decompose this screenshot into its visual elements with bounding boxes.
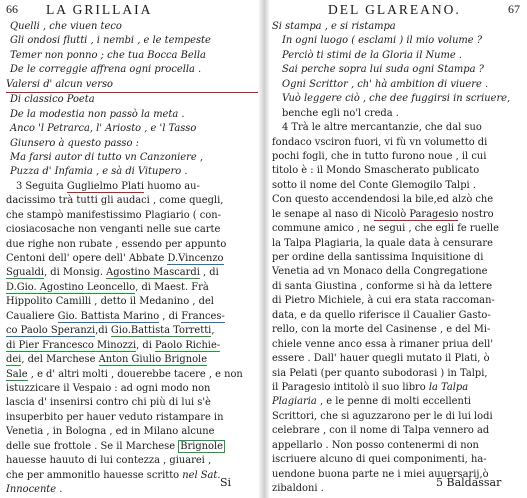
text-segment: lascia d' insenirsi contro chi più di lui s'è — [6, 397, 211, 409]
text-segment: Innocente . — [6, 484, 63, 494]
text-segment: 4 Trà le altre mercantanzie, che dal suo — [282, 122, 482, 134]
text-segment: nostro — [458, 208, 494, 220]
text-segment: Con questo accendendosi la bile,ed alzò che — [272, 194, 494, 206]
right-page-footer — [272, 476, 522, 492]
text-segment: , del Marchese — [21, 354, 99, 366]
text-line — [272, 237, 522, 251]
text-line — [6, 165, 258, 179]
text-line — [6, 353, 258, 367]
text-line — [272, 439, 522, 453]
text-segment: 3 Seguita — [16, 180, 67, 192]
text-segment: In ogni luogo ( esclami ) il mio volume ? — [282, 35, 483, 47]
text-segment: rello, con la morte del Casinense , e del Mi- — [272, 324, 491, 336]
text-segment: la Talpa Plagiaria, la quale data à censurare — [272, 237, 493, 249]
text-segment: nel Sat. — [182, 469, 221, 481]
text-line — [272, 63, 522, 77]
left-page — [6, 2, 258, 494]
text-segment: appellarlo . Non posso contenermi di non — [272, 439, 479, 451]
text-segment: Anco 'l Petrarca, l' Ariosto , e 'l Tasso — [10, 123, 197, 135]
text-segment: hauesse hauuto di lui contezza , giuarei , — [6, 455, 212, 467]
text-segment: Venetia , in Bologna , ed in Milano alcune — [6, 426, 215, 438]
left-catchword: Si — [220, 476, 232, 489]
text-segment: Centoni dell' opere dell' Abbate — [6, 253, 168, 264]
text-segment: Perciò ti stimi de la Gloria il Nume . — [282, 49, 462, 61]
text-segment: Giunsero à questo passo : — [10, 137, 139, 149]
text-segment: De le correggie affrena ogni procella . — [10, 64, 202, 76]
text-line — [272, 179, 522, 193]
text-segment: di santa Giustina , conforme si hà da lettere — [272, 280, 493, 292]
underlined-name: Agostino Mascardi — [106, 267, 200, 279]
text-line — [272, 150, 522, 164]
text-line — [272, 352, 522, 366]
text-segment: Gli ondosi flutti , i nembi , e le tempeste — [10, 35, 211, 47]
text-segment: la Talpa — [428, 381, 469, 393]
text-segment: sotto il nome del Conte Glemogilo Talpi . — [272, 179, 476, 191]
text-segment: , — [211, 325, 215, 337]
right-catchword: 5 Baldassar — [436, 476, 502, 489]
text-line — [272, 338, 522, 352]
right-page-body — [272, 20, 522, 494]
text-segment: celebrare , con il nome di Talpa vennero ad — [272, 425, 490, 437]
text-segment: iscriuere alcuno di quei componimenti, ha- — [272, 454, 487, 466]
text-line — [272, 424, 522, 438]
underlined-name: D.Gio. Agostino Leoncello — [6, 281, 136, 293]
boxed-name: Brignole — [180, 440, 223, 452]
underlined-name: Sale — [6, 368, 28, 380]
text-segment: istuzzicare il Vespaio : ad ogni modo non — [6, 382, 211, 394]
text-segment: , e d' altri molti , douerebbe tacere , e non — [27, 368, 243, 380]
text-line — [272, 381, 522, 395]
text-line — [6, 281, 258, 295]
text-line — [6, 63, 258, 77]
text-line — [6, 93, 258, 107]
text-line — [6, 238, 258, 252]
text-segment: che stampò manifestissimo Plagiario ( con- — [6, 209, 221, 221]
text-segment: insuperbito per hauer veduto ristampare in — [6, 411, 224, 423]
text-line — [6, 425, 258, 439]
text-line — [272, 20, 522, 34]
text-line — [6, 137, 258, 151]
text-line — [272, 193, 522, 207]
text-segment: Ma farsi autor di tutto vn Canzoniere , — [10, 151, 203, 163]
text-segment: dacissimo trà tutti gli audaci , come quegli, — [6, 195, 224, 207]
text-line — [272, 280, 522, 294]
text-segment: Caualiere — [6, 310, 58, 322]
text-line — [6, 252, 258, 266]
text-line — [272, 309, 522, 323]
left-page-footer — [6, 476, 258, 492]
text-line — [6, 194, 258, 208]
text-segment: Plagiaria — [272, 396, 317, 408]
text-segment: Temer non ponno ; che tua Bocca Bella — [10, 49, 206, 61]
underlined-name: Nicolò Paragesio — [373, 208, 459, 220]
text-segment: Si stampa , e si ristampa — [272, 21, 396, 32]
text-segment: data, e da quello riferisce il Caualier Gasto- — [272, 309, 491, 321]
right-running-head: DEL GLAREANO. — [328, 2, 461, 17]
text-line — [6, 180, 258, 194]
underlined-name: Gio.Battista Torretti — [110, 325, 212, 337]
text-line — [272, 265, 522, 279]
underlined-name: Frances- — [181, 310, 225, 322]
text-segment: ,di — [95, 325, 111, 337]
text-line — [6, 324, 258, 338]
underlined-name: co Paolo Speranzi — [6, 325, 96, 337]
text-line — [272, 395, 522, 409]
left-running-head: LA GRILLAIA — [46, 2, 153, 17]
text-line — [6, 295, 258, 309]
text-segment: essere . Dall' hauer quegli mutato il Plati, ò — [272, 353, 490, 365]
text-segment: benche egli no'l creda . — [282, 107, 399, 119]
text-line — [6, 396, 258, 410]
text-segment: , di Maest. Frà — [135, 281, 209, 293]
text-line — [6, 339, 258, 353]
text-line — [6, 310, 258, 324]
text-line — [6, 34, 258, 48]
text-segment: Venetia ad vn Monaco della Congregatione — [272, 266, 488, 278]
text-line — [272, 251, 522, 265]
text-segment: pochi fogli, che in tutto furono noue , il cui — [272, 150, 487, 162]
text-line — [6, 49, 258, 63]
text-line — [272, 453, 522, 467]
underlined-name: Sgualdi — [6, 267, 44, 279]
text-line — [272, 410, 522, 424]
underlined-name: Gio. Battista Marino — [57, 310, 160, 322]
text-segment: huomo au- — [144, 180, 200, 192]
text-line — [6, 209, 258, 223]
text-segment: il Paragesio intitolò il suo libro — [272, 381, 429, 393]
text-segment: fondaco vsciron fuori, vi fù vn volumetto di — [272, 136, 488, 148]
text-segment: Ogni Scrittor , ch' hà ambition di viuere . — [282, 78, 489, 90]
text-line — [272, 222, 522, 236]
text-line — [6, 20, 258, 34]
text-line — [272, 208, 522, 222]
text-segment: Puzza d' Infamia , e sà di Vitupero . — [10, 166, 188, 178]
text-line — [6, 411, 258, 425]
text-segment: Vuò leggere ciò , che dee fuggirsi in scriuere, — [282, 93, 511, 105]
text-segment: per ordine della santissima Inquisitione di — [272, 252, 484, 263]
text-line — [6, 382, 258, 396]
text-segment: Quelli , che viuen teco — [10, 21, 122, 32]
text-line — [272, 34, 522, 48]
text-segment: delle sue frottole . Se il Marchese — [6, 440, 179, 452]
text-line — [272, 323, 522, 337]
text-segment: ciosiacosache non venganti nelle sue carte — [6, 224, 221, 236]
text-segment: titolo è : il Mondo Smascherato publicato — [272, 165, 480, 177]
text-segment: , di — [159, 310, 182, 322]
text-line — [6, 440, 258, 454]
text-segment: uendone buona parte ne i miei auuersarij,ò — [272, 468, 489, 480]
text-segment: Di classico Poeta — [10, 94, 95, 106]
text-line — [6, 266, 258, 280]
left-page-number: 66 — [6, 2, 18, 16]
text-segment: due righe non rubate , essendo per appunto — [6, 238, 227, 250]
underlined-name: dei — [6, 354, 22, 366]
text-line — [272, 367, 522, 381]
text-segment: Hippolito Camilli , detto il Medanino , del — [6, 296, 214, 308]
text-segment: De la modestia non passò la meta . — [10, 108, 185, 120]
text-line — [272, 107, 522, 121]
underlined-name: Guglielmo Plati — [66, 180, 145, 192]
text-line — [6, 78, 258, 93]
text-segment: le senape al naso di — [272, 208, 374, 220]
underlined-name: di Pier Francesco Minozzi — [6, 339, 137, 351]
text-line — [272, 49, 522, 63]
text-segment: sia Pelati (per quanto subodorasi ) in Talpi, — [272, 367, 488, 379]
text-line — [6, 108, 258, 122]
book-gutter — [258, 0, 270, 498]
underlined-name: Anton Giulio Brignole — [98, 354, 208, 366]
text-segment: , di — [136, 339, 156, 351]
text-segment: zibaldoni . — [272, 483, 324, 494]
text-line — [6, 454, 258, 468]
text-segment: di Pietro Michiele, à cui era stata raccoman- — [272, 295, 495, 307]
text-segment: , di Monsig. — [43, 267, 107, 279]
right-page — [272, 2, 522, 494]
text-segment: , di — [199, 267, 219, 279]
text-line — [6, 368, 258, 382]
text-line — [272, 78, 522, 92]
text-line — [272, 121, 522, 135]
text-line — [272, 136, 522, 150]
text-line — [6, 223, 258, 237]
text-segment: Valersi d' alcun verso — [6, 78, 113, 90]
text-segment: Sai perche sopra lui suda ogni Stampa ? — [282, 64, 484, 76]
text-segment: che per ammonitlo hauesse scritto — [6, 469, 183, 481]
text-line — [6, 122, 258, 136]
text-segment: commune amico , ne segui , che egli fe ruelle — [272, 223, 499, 235]
right-page-number: 67 — [508, 2, 520, 16]
text-line — [272, 92, 522, 106]
right-page-header — [272, 2, 522, 20]
text-line — [272, 294, 522, 308]
left-page-body — [6, 20, 258, 494]
text-segment: , e le penne di molti eccellenti — [316, 396, 471, 408]
text-line — [6, 151, 258, 165]
text-segment: chiele venne anco essa à rimaner priua dell' — [272, 338, 494, 350]
underlined-name: D.Vincenzo — [167, 253, 224, 264]
text-segment: Scrittori, che si aguzzarono per le di lui lodi — [272, 410, 493, 422]
left-page-header — [6, 2, 258, 20]
text-line — [272, 164, 522, 178]
underlined-name: Paolo Richie- — [155, 339, 221, 351]
